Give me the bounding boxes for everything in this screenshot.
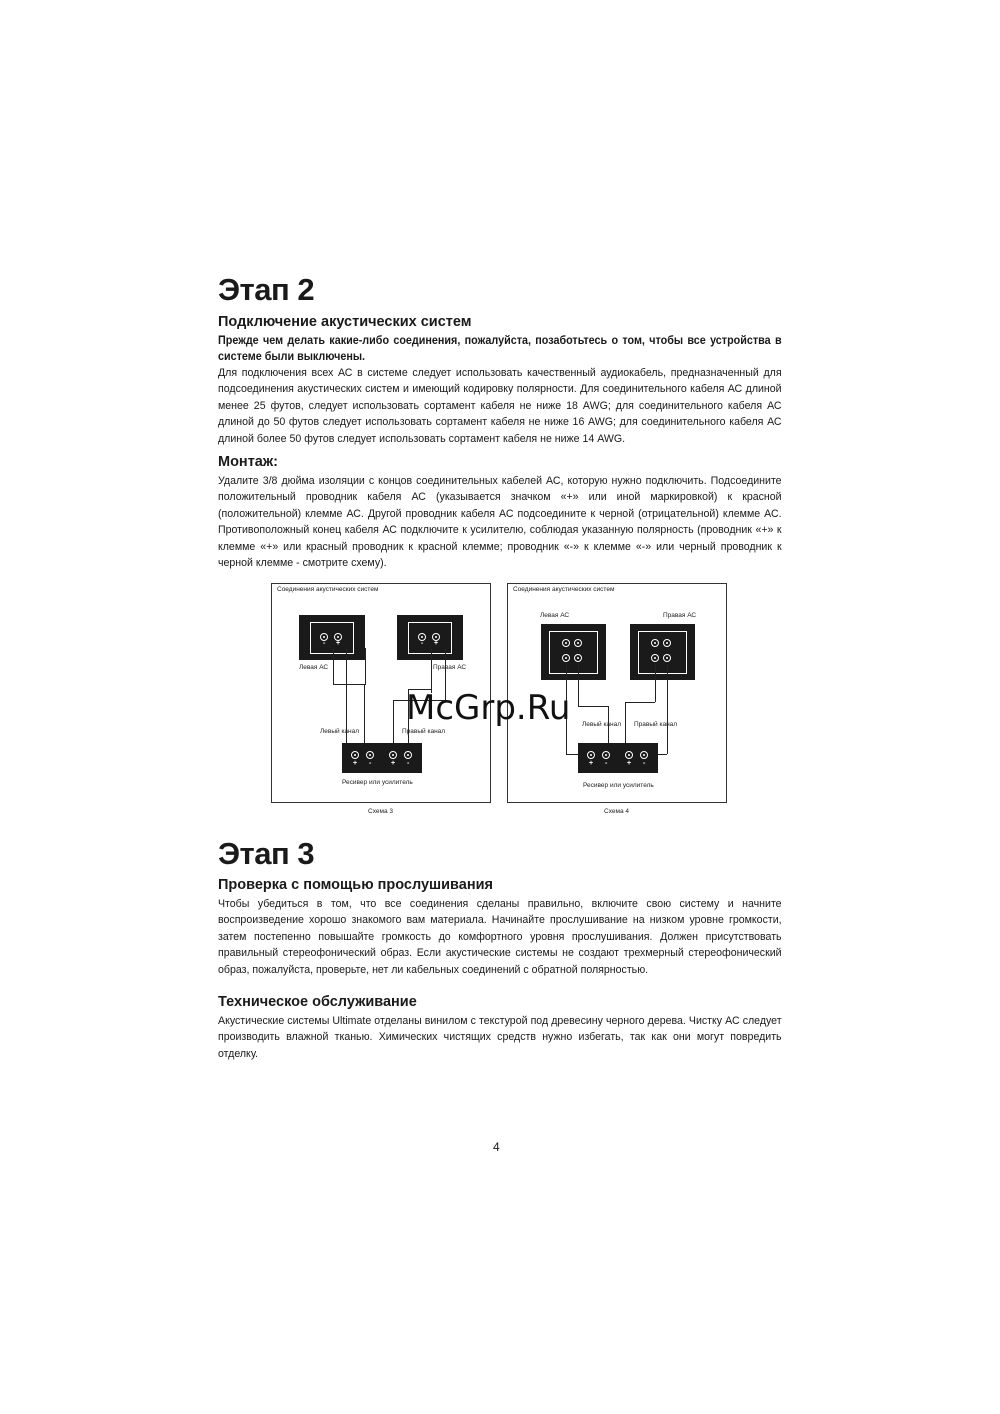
terminal-icon xyxy=(562,654,570,662)
terminal-icon xyxy=(574,639,582,647)
diagram4-right-speaker xyxy=(630,624,695,680)
diagram4-title: Соединения акустических систем xyxy=(513,586,615,593)
terminal-icon xyxy=(651,639,659,647)
terminal-icon xyxy=(404,751,412,759)
diagram3-left-channel: Левый канал xyxy=(320,728,360,735)
diagram4-left-channel: Левый канал xyxy=(582,721,622,728)
stage2-subtitle: Подключение акустических систем xyxy=(218,314,472,330)
minus-label: - xyxy=(421,640,424,647)
minus-label: - xyxy=(605,760,608,767)
stage3-paragraph: Чтобы убедиться в том, что все соединения сделаны правильно, включите свою систему и начните воспроизведение хорошо знакомого вам материала. Начинайте прослушивание на низком уровне громкости, затем постепенно повышайте громкость до комфортного уровня прослушивания. Должен присутствовать правильный стереофонический образ. Если акустические системы не создают трехмерный стереофонический образ, пожалуйста, проверьте, нет ли кабельных соединений с обратной полярностью. xyxy=(218,898,782,976)
terminal-icon xyxy=(351,751,359,759)
diagram4-left-speaker-label: Левая АС xyxy=(540,612,570,619)
stage3-title: Этап 3 xyxy=(218,836,315,871)
terminal-icon xyxy=(663,639,671,647)
diagram4-receiver xyxy=(578,743,658,773)
plus-label: + xyxy=(391,760,396,767)
diagram3-title: Соединения акустических систем xyxy=(277,586,379,593)
terminal-icon xyxy=(640,751,648,759)
diagram4-receiver-label: Ресивер или усилитель xyxy=(583,782,654,789)
diagram3-right-speaker-label: Правая АС xyxy=(433,664,467,671)
minus-label: - xyxy=(323,640,326,647)
plus-label: + xyxy=(336,640,341,647)
diagram4-right-speaker-label: Правая АС xyxy=(663,612,697,619)
terminal-icon xyxy=(389,751,397,759)
diagram4-caption: Схема 4 xyxy=(604,808,629,815)
page-number: 4 xyxy=(493,1140,500,1154)
terminal-icon xyxy=(651,654,659,662)
diagram3-right-channel: Правый канал xyxy=(402,728,446,735)
terminal-icon xyxy=(574,654,582,662)
plus-label: + xyxy=(627,760,632,767)
minus-label: - xyxy=(369,760,372,767)
diagram4-left-speaker xyxy=(541,624,606,680)
diagram3-receiver-label: Ресивер или усилитель xyxy=(342,779,413,786)
terminal-icon xyxy=(366,751,374,759)
terminal-icon xyxy=(562,639,570,647)
diagram4-right-channel: Правый канал xyxy=(634,721,678,728)
plus-label: + xyxy=(434,640,439,647)
stage2-title: Этап 2 xyxy=(218,272,315,307)
minus-label: - xyxy=(407,760,410,767)
diagram3-caption: Схема 3 xyxy=(368,808,393,815)
terminal-icon xyxy=(663,654,671,662)
plus-label: + xyxy=(589,760,594,767)
diagram3-left-speaker-label: Левая АС xyxy=(299,664,329,671)
stage3-subtitle: Проверка с помощью прослушивания xyxy=(218,877,493,893)
maintenance-title: Техническое обслуживание xyxy=(218,994,417,1010)
terminal-icon xyxy=(602,751,610,759)
minus-label: - xyxy=(643,760,646,767)
stage2-paragraph: Для подключения всех АС в системе следует использовать качественный аудиокабель, предназначенный для подсоединения акустических систем и имеющий кодировку полярности. Для соединительного кабеля АС длиной менее 25 футов, следует использовать сортамент кабеля не ниже 18 AWG; для соединительного кабеля АС длиной до 50 футов следует использовать сортамент кабеля не ниже 16 AWG; для соединительного кабеля АС длиной более 50 футов следует использовать сортамент кабеля не ниже 14 AWG. xyxy=(218,367,782,445)
maintenance-paragraph: Акустические системы Ultimate отделаны винилом с текстурой под древесину черного дерева. Чистку АС следует производить влажной тканью. Химических чистящих средств нужно избегать, так как они могут повредить отделку. xyxy=(218,1015,782,1060)
plus-label: + xyxy=(353,760,358,767)
stage2-warning: Прежде чем делать какие-либо соединения, пожалуйста, позаботьтесь о том, чтобы все устройства в системе были выключены. xyxy=(218,334,782,364)
watermark: McGrp.Ru xyxy=(406,688,571,728)
terminal-icon xyxy=(587,751,595,759)
mounting-paragraph: Удалите 3/8 дюйма изоляции с концов соединительных кабелей АС, которую нужно подключить. Подсоедините положительный проводник кабеля АС (указывается значком «+» или иной маркировкой) к красной (положительной) клемме АС. Другой проводник кабеля АС подсоедините к черной (отрицательной) клемме АС. Противоположный конец кабеля АС подключите к усилителю, соблюдая указанную полярность (проводник «+» к клемме «+» или красный проводник к красной клемме; проводник «-» к клемме «-» или черный проводник к черной клемме - смотрите схему). xyxy=(218,475,782,570)
terminal-icon xyxy=(625,751,633,759)
diagram3-receiver xyxy=(342,743,422,773)
mounting-title: Монтаж: xyxy=(218,454,278,470)
diagram3-right-speaker xyxy=(397,615,463,660)
